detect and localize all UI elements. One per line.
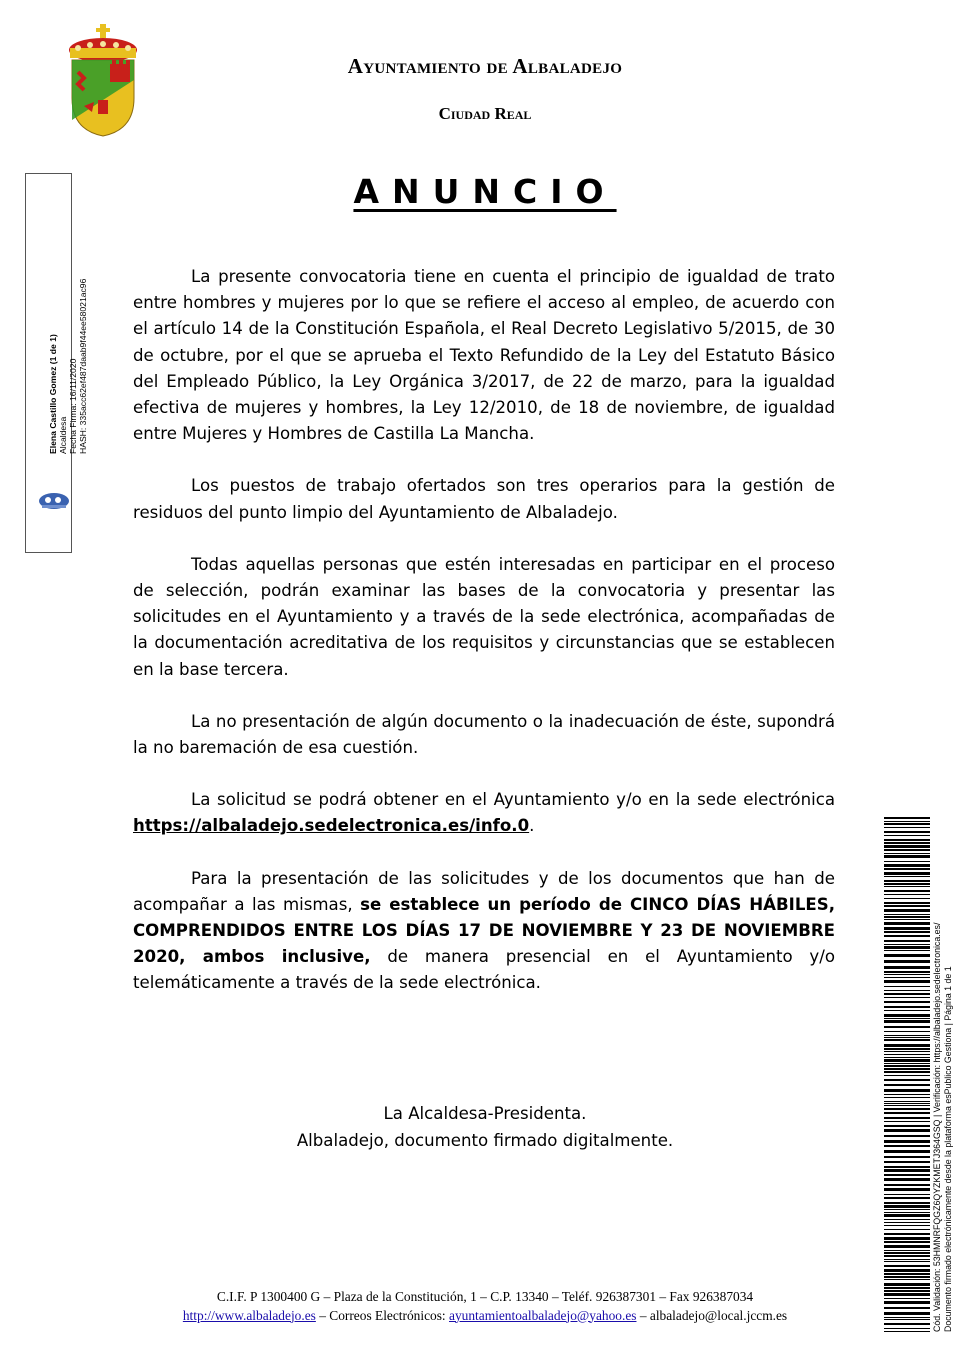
barcode-bar bbox=[884, 950, 930, 951]
paragraph-obtain-form bbox=[133, 787, 835, 839]
barcode-bar bbox=[884, 1018, 930, 1019]
barcode-bar bbox=[884, 966, 930, 969]
barcode-bar bbox=[884, 817, 930, 819]
barcode-bar bbox=[884, 1241, 930, 1243]
barcode-bar bbox=[884, 1084, 930, 1086]
barcode-bar bbox=[884, 997, 930, 998]
barcode-bar bbox=[884, 1156, 930, 1158]
barcode-bar bbox=[884, 886, 930, 887]
paragraph-deadline-start: Para la presentación de las solicitudes y de los documentos que han de acompañar a las mismas, bbox=[133, 868, 835, 914]
barcode-bar bbox=[884, 986, 930, 987]
barcode-bar bbox=[884, 1054, 930, 1055]
validation-code: Cód. Validación: 53HMNRFQGZ6QYZKMETJ364GSQ | Verificación: https://albaladejo.sedelectronica.es/ bbox=[932, 922, 942, 1332]
barcode-bar bbox=[884, 872, 930, 875]
document-title bbox=[200, 172, 770, 211]
barcode-bar bbox=[884, 823, 930, 825]
validation-text bbox=[932, 812, 953, 1332]
barcode-bar bbox=[884, 890, 930, 892]
footer-separator: – bbox=[636, 1307, 650, 1323]
barcode-bar bbox=[884, 1307, 930, 1309]
email-link-yahoo[interactable]: ayuntamientoalbaladejo@yahoo.es bbox=[449, 1307, 637, 1323]
barcode-bar bbox=[884, 1317, 930, 1318]
barcode-bar bbox=[884, 1301, 930, 1304]
barcode-bar bbox=[884, 1079, 930, 1081]
barcode-bar bbox=[884, 927, 930, 930]
barcode-bar bbox=[884, 1037, 930, 1038]
barcode-bar bbox=[884, 1174, 930, 1176]
signature-date: Fecha Firma: 16/11/2020 bbox=[68, 358, 78, 454]
barcode-bar bbox=[884, 1063, 930, 1064]
barcode-bar bbox=[884, 1039, 930, 1041]
municipality-title: Ayuntamiento de Albaladejo bbox=[347, 54, 623, 78]
barcode-bar bbox=[884, 1259, 930, 1260]
email-jccm: albaladejo@local.jccm.es bbox=[649, 1307, 788, 1323]
barcode-bar bbox=[884, 1229, 930, 1230]
paragraph-legal-basis: La presente convocatoria tiene en cuenta el principio de igualdad de trato entre hombres y mujeres por lo que se refiere el acceso al empleo, de acuerdo con el artículo 14 de la Constitución Española, el Real Decreto Legislativo 5/2015, de 30 de octubre, por el que se aprueba el Texto Refundido de la Ley del Estatuto Básico del Empleado Público, la Ley Orgánica 3/2017, de 22 de marzo, para la igualdad efectiva de mujeres y hombres, la Ley 12/2010, de 18 de noviembre, de igualdad entre Mujeres y Hombres de Castilla La Mancha. bbox=[133, 267, 835, 444]
barcode-bar bbox=[884, 935, 930, 937]
municipal-coat-of-arms bbox=[64, 20, 142, 138]
barcode-bar bbox=[884, 1298, 930, 1299]
barcode-bar bbox=[884, 1103, 930, 1104]
barcode-bar bbox=[884, 827, 930, 828]
barcode-bar bbox=[884, 931, 930, 933]
barcode-bar bbox=[884, 1252, 930, 1254]
barcode-bar bbox=[884, 1059, 930, 1062]
barcode-bar bbox=[884, 1140, 930, 1143]
barcode-bar bbox=[884, 842, 930, 844]
barcode-bar bbox=[884, 1125, 930, 1127]
barcode-bar bbox=[884, 971, 930, 973]
barcode-bar bbox=[884, 1276, 930, 1278]
barcode-bar bbox=[884, 861, 930, 862]
footer-contacts bbox=[120, 1307, 850, 1326]
barcode-bar bbox=[884, 1105, 930, 1106]
barcode-bar bbox=[884, 1222, 930, 1223]
barcode-bar bbox=[884, 946, 930, 949]
barcode-bar bbox=[884, 1283, 930, 1286]
barcode-bar bbox=[884, 1026, 930, 1028]
barcode-bar bbox=[884, 855, 930, 858]
barcode-bar bbox=[884, 974, 930, 975]
barcode-bar bbox=[884, 1169, 930, 1172]
barcode-bar bbox=[884, 902, 930, 904]
signer-role: Alcaldesa bbox=[58, 416, 68, 454]
barcode-bar bbox=[884, 1075, 930, 1076]
barcode-bar bbox=[884, 1197, 930, 1199]
barcode-bar bbox=[884, 1135, 930, 1137]
barcode-bar bbox=[884, 1255, 930, 1257]
barcode-bar bbox=[884, 1020, 930, 1023]
barcode-bar bbox=[884, 1214, 930, 1217]
paragraph-obtain-form-text: La solicitud se podrá obtener en el Ayuntamiento y/o en la sede electrónica bbox=[191, 790, 835, 810]
barcode-bar bbox=[884, 1178, 930, 1181]
paragraph-obtain-form-end: . bbox=[529, 816, 535, 836]
barcode-bar bbox=[884, 1035, 930, 1036]
barcode-bar bbox=[884, 835, 930, 836]
barcode-bar bbox=[884, 1051, 930, 1052]
signature-role: La Alcaldesa-Presidenta. bbox=[383, 1104, 587, 1123]
validation-barcode bbox=[884, 817, 930, 1332]
barcode-bar bbox=[884, 1150, 930, 1153]
barcode-bar bbox=[884, 880, 930, 882]
barcode-bar bbox=[884, 845, 930, 848]
announcement-body bbox=[133, 264, 835, 1023]
barcode-bar bbox=[884, 876, 930, 877]
signer-name: Elena Castillo Gomez (1 de 1) bbox=[48, 334, 58, 454]
paragraph-deadline bbox=[133, 866, 835, 997]
footer bbox=[120, 1288, 850, 1325]
barcode-bar bbox=[884, 977, 930, 978]
barcode-bar bbox=[884, 1212, 930, 1213]
barcode-bar bbox=[884, 1194, 930, 1195]
barcode-bar bbox=[884, 1145, 930, 1147]
footer-separator: – Correos Electrónicos: bbox=[315, 1307, 450, 1323]
barcode-bar bbox=[884, 1219, 930, 1220]
barcode-bar bbox=[884, 1014, 930, 1017]
barcode-bar bbox=[884, 1202, 930, 1204]
barcode-bar bbox=[884, 1010, 930, 1011]
barcode-bar bbox=[884, 1112, 930, 1114]
barcode-bar bbox=[884, 1293, 930, 1296]
paragraph-deadline-end: de manera presencial en el Ayuntamiento y/o telemáticamente a través de la sede electrónica. bbox=[133, 947, 835, 993]
barcode-bar bbox=[884, 1057, 930, 1058]
barcode-bar bbox=[884, 1184, 930, 1186]
signature-stamp-text bbox=[48, 154, 88, 454]
barcode-bar bbox=[884, 1108, 930, 1110]
barcode-bar bbox=[884, 1117, 930, 1119]
barcode-bar bbox=[884, 1225, 930, 1226]
barcode-bar bbox=[884, 1331, 930, 1332]
barcode-bar bbox=[884, 914, 930, 915]
barcode-bar bbox=[884, 980, 930, 983]
barcode-bar bbox=[884, 954, 930, 957]
barcode-bar bbox=[884, 1205, 930, 1208]
barcode-bar bbox=[884, 905, 930, 907]
barcode-bar bbox=[884, 909, 930, 912]
barcode-bar bbox=[884, 864, 930, 867]
barcode-bar bbox=[884, 922, 930, 925]
barcode-bar bbox=[884, 853, 930, 854]
barcode-bar bbox=[884, 1273, 930, 1275]
paragraph-application-process: Todas aquellas personas que estén interesadas en participar en el proceso de selección, podrán examinar las bases de la convocatoria y presentar las solicitudes en el Ayuntamiento y a través de la sede electrónica, acompañadas de la documentación acreditativa de los requisitos y circunstancias que se establecen en la base tercera. bbox=[133, 554, 835, 679]
barcode-bar bbox=[884, 990, 930, 991]
barcode-bar bbox=[884, 1279, 930, 1280]
barcode-bar bbox=[884, 1129, 930, 1132]
barcode-bar bbox=[884, 960, 930, 963]
validation-platform: Documento firmado electrónicamente desde la plataforma esPublico Gestiona | Página 1 de 1 bbox=[942, 966, 953, 1332]
barcode-bar bbox=[884, 1233, 930, 1235]
barcode-bar bbox=[884, 1250, 930, 1251]
barcode-bar bbox=[884, 1094, 930, 1095]
barcode-bar bbox=[884, 1044, 930, 1047]
paragraph-documentation: La no presentación de algún documento o la inadecuación de éste, supondrá la no baremación de esa cuestión. bbox=[133, 711, 835, 758]
signature-place: Albaladejo, documento firmado digitalmente. bbox=[296, 1130, 674, 1150]
barcode-bar bbox=[884, 1097, 930, 1098]
deadline-bold-text: se establece un período de CINCO DÍAS HÁBILES, COMPRENDIDOS ENTRE LOS DÍAS 17 DE NOVIEMBRE Y 23 DE NOVIEMBRE 2020, ambos inclusive, bbox=[133, 894, 836, 967]
barcode-bar bbox=[884, 916, 930, 918]
barcode-bar bbox=[884, 1323, 930, 1325]
barcode-bar bbox=[884, 1312, 930, 1315]
barcode-bar bbox=[884, 1101, 930, 1102]
barcode-bar bbox=[884, 821, 930, 822]
province-subtitle: Ciudad Real bbox=[438, 104, 532, 123]
website-link[interactable]: http://www.albaladejo.es bbox=[182, 1307, 316, 1323]
barcode-bar bbox=[884, 1237, 930, 1240]
footer-address: C.I.F. P 1300400 G – Plaza de la Constitución, 1 – C.P. 13340 – Teléf. 926387301 – Fax 926387034 bbox=[216, 1289, 754, 1304]
barcode-bar bbox=[884, 944, 930, 945]
paragraph-positions: Los puestos de trabajo ofertados son tres operarios para la gestión de residuos del punto limpio del Ayuntamiento de Albaladejo. bbox=[133, 476, 835, 522]
barcode-bar bbox=[884, 1269, 930, 1272]
barcode-bar bbox=[884, 1287, 930, 1289]
signature-block bbox=[200, 1101, 770, 1154]
barcode-bar bbox=[884, 1319, 930, 1320]
barcode-bar bbox=[884, 1121, 930, 1122]
certificate-logo-icon bbox=[36, 490, 72, 512]
barcode-bar bbox=[884, 1048, 930, 1050]
barcode-bar bbox=[884, 1261, 930, 1262]
barcode-bar bbox=[884, 1089, 930, 1092]
barcode-bar bbox=[884, 1001, 930, 1003]
barcode-bar bbox=[884, 849, 930, 851]
barcode-bar bbox=[884, 883, 930, 885]
barcode-bar bbox=[884, 868, 930, 870]
barcode-bar bbox=[884, 1166, 930, 1168]
barcode-bar bbox=[884, 1031, 930, 1032]
barcode-bar bbox=[884, 1071, 930, 1073]
sede-electronica-link[interactable]: https://albaladejo.sedelectronica.es/info.0 bbox=[133, 816, 530, 836]
barcode-bar bbox=[884, 831, 930, 833]
signature-hash: HASH: 335acc62ef487daab9f44ee58021ac96 bbox=[78, 278, 88, 454]
barcode-bar bbox=[884, 993, 930, 995]
barcode-bar bbox=[884, 1290, 930, 1292]
barcode-bar bbox=[884, 1068, 930, 1070]
barcode-bar bbox=[884, 1006, 930, 1008]
barcode-bar bbox=[884, 894, 930, 895]
barcode-bar bbox=[884, 898, 930, 899]
barcode-bar bbox=[884, 1161, 930, 1163]
barcode-bar bbox=[884, 940, 930, 942]
barcode-bar bbox=[884, 1188, 930, 1191]
barcode-bar bbox=[884, 1245, 930, 1248]
barcode-bar bbox=[884, 1209, 930, 1210]
document-title-text: ANUNCIO bbox=[353, 172, 617, 211]
barcode-bar bbox=[884, 1065, 930, 1067]
barcode-bar bbox=[884, 1328, 930, 1329]
barcode-bar bbox=[884, 1265, 930, 1267]
barcode-bar bbox=[884, 919, 930, 920]
barcode-bar bbox=[884, 839, 930, 841]
